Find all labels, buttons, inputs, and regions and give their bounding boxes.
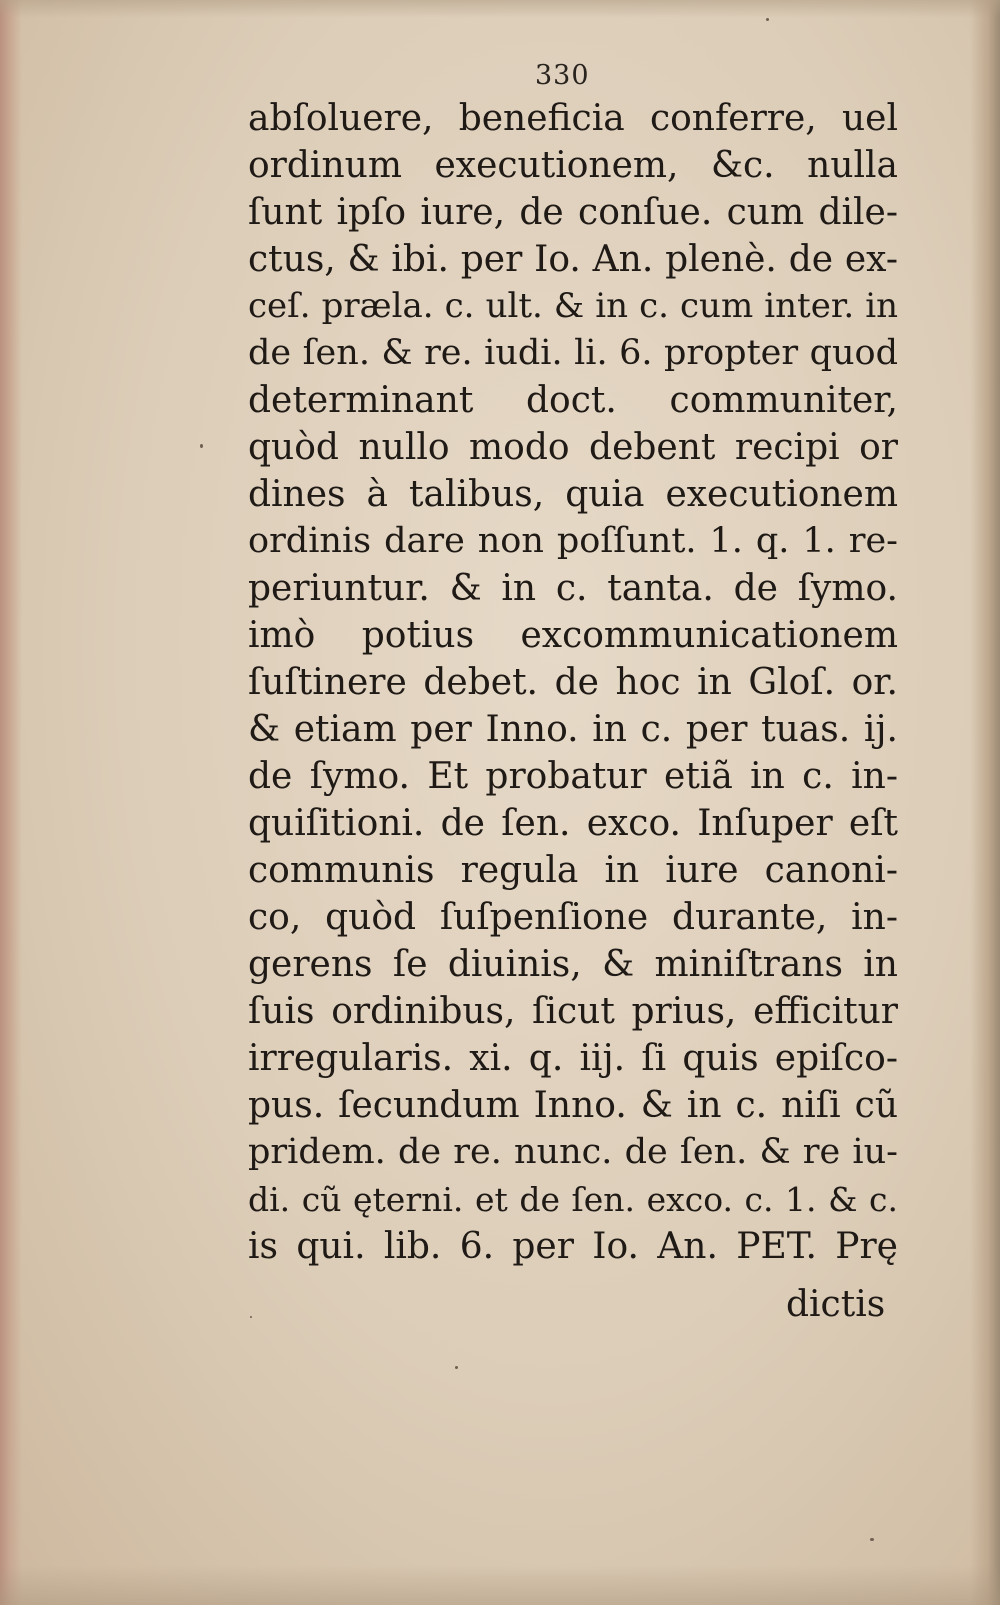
text-line: de ſen. & re. iudi. li. 6. propter quod: [248, 333, 898, 373]
text-line: imò potius excommunicationem: [248, 615, 898, 656]
page-right-edge: [970, 0, 1000, 1605]
text-line: is qui. lib. 6. per Io. An. PET. Prę: [248, 1226, 898, 1267]
text-line: irregularis. xi. q. iij. ſi quis epiſco-: [248, 1038, 898, 1079]
text-line: de ſymo. Et probatur etiã in c. in-: [248, 756, 898, 797]
text-line: co, quòd ſuſpenſione durante, in-: [248, 897, 898, 938]
text-line: abſoluere, beneficia conferre, uel: [248, 98, 898, 139]
page-left-edge: [0, 0, 22, 1605]
page-top-edge: [0, 0, 1000, 18]
text-line: pridem. de re. nunc. de ſen. & re iu-: [248, 1132, 898, 1172]
paper-speck: [766, 18, 769, 21]
paper-speck: [870, 1538, 874, 1541]
text-line: communis regula in iure canoni-: [248, 850, 898, 891]
text-line: determinant doct. communiter,: [248, 380, 898, 421]
paper-speck: [200, 444, 203, 448]
text-line: ceſ. præla. c. ult. & in c. cum inter. in: [248, 286, 898, 326]
text-line: gerens ſe diuinis, & miniſtrans in: [248, 944, 898, 985]
text-line: & etiam per Inno. in c. per tuas. ij.: [248, 709, 898, 750]
text-line: pus. ſecundum Inno. & in c. niſi cũ: [248, 1085, 898, 1126]
text-line: di. cũ ęterni. et de ſen. exco. c. 1. & c.: [248, 1180, 898, 1219]
text-line: ſuis ordinibus, ſicut prius, efficitur: [248, 991, 898, 1032]
text-line: quòd nullo modo debent recipi or: [248, 427, 898, 468]
text-line: ctus, & ibi. per Io. An. plenè. de ex-: [248, 239, 898, 280]
text-line: ordinum executionem, &c. nulla: [248, 145, 898, 186]
text-line: dines à talibus, quia executionem: [248, 474, 898, 515]
text-line: ordinis dare non poſſunt. 1. q. 1. re-: [248, 521, 898, 561]
page-bottom-edge: [0, 1565, 1000, 1605]
catchword: dictis: [786, 1284, 886, 1325]
page-number: 330: [535, 60, 590, 91]
text-line: ſunt ipſo iure, de conſue. cum dile-: [248, 192, 898, 233]
paper-speck: [455, 1366, 458, 1369]
text-line: periuntur. & in c. tanta. de ſymo.: [248, 568, 898, 609]
text-line: quiſitioni. de ſen. exco. Inſuper eſt: [248, 803, 898, 844]
text-line: ſuſtinere debet. de hoc in Gloſ. or.: [248, 662, 898, 703]
text-block: [248, 95, 898, 1270]
paper-speck: [250, 1316, 252, 1318]
